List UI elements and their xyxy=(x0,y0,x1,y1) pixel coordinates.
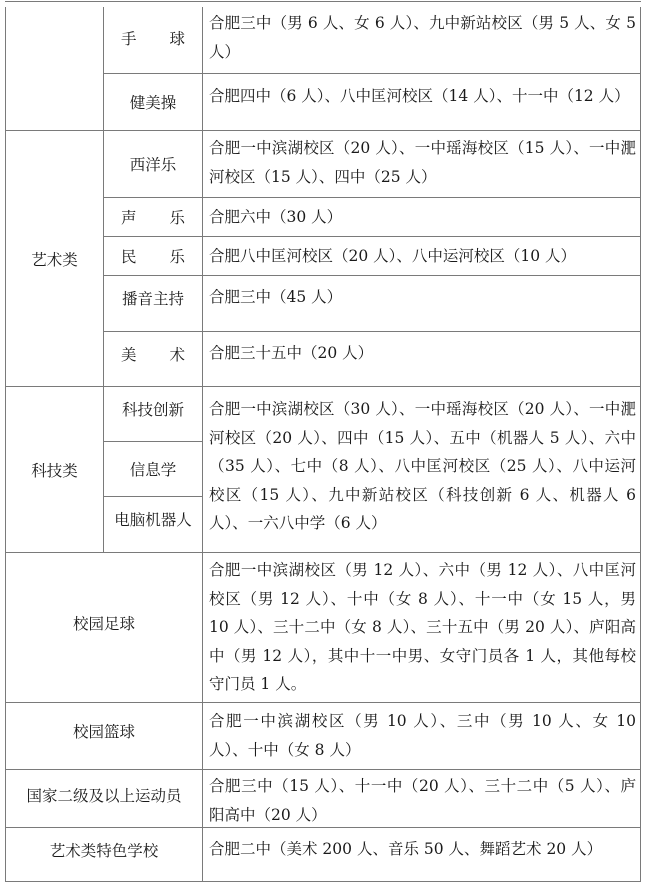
category-campus-football xyxy=(6,553,202,693)
item-label: 声 乐 xyxy=(121,209,199,227)
category-campus-basketball xyxy=(6,703,202,759)
item-label: 手 球 xyxy=(121,29,199,48)
schools-vocal xyxy=(203,203,640,232)
item-name-informatics xyxy=(104,442,202,496)
schools-text: 合肥三中（男 6 人、女 6 人）、九中新站校区（男 5 人、女 5 人） xyxy=(209,14,636,61)
item-name-tech-innovation xyxy=(104,387,202,431)
schools-text: 合肥二中（美术 200 人、音乐 50 人、舞蹈艺术 20 人） xyxy=(209,840,603,858)
item-name-fine-arts xyxy=(104,332,202,376)
schools-handball xyxy=(203,9,640,66)
schools-text: 合肥一中滨湖校区（20 人）、一中瑶海校区（15 人）、一中淝河校区（15 人）、四中（25 人） xyxy=(209,139,636,186)
category-label: 科技类 xyxy=(31,461,78,480)
item-name-vocal xyxy=(104,198,202,236)
category-science-tech xyxy=(6,387,103,552)
schools-text: 合肥一中滨湖校区（30 人）、一中瑶海校区（20 人）、一中淝河校区（20 人）、四中（15 人）、五中（机器人 5 人）、六中（35 人）、七中（8 人）、八中匡河校区（25 人）、八中运河校区（15 人）、九中新站校区（科技创新 6 人、机器人 6 人）、一六八中学（6 人） xyxy=(209,400,636,532)
item-label: 西洋乐 xyxy=(129,156,177,174)
table-border-top xyxy=(5,1,641,2)
category-arts-specialty-school xyxy=(6,828,202,872)
schools-campus-basketball xyxy=(203,707,640,764)
item-label: 美 术 xyxy=(121,346,199,364)
schools-text: 合肥八中匡河校区（20 人）、八中运河校区（10 人） xyxy=(209,247,577,265)
schools-folk-music xyxy=(203,242,640,271)
category-label: 国家二级及以上运动员 xyxy=(26,787,182,805)
schools-text: 合肥三中（45 人） xyxy=(209,288,343,306)
item-label: 健美操 xyxy=(129,94,177,112)
category-arts xyxy=(6,131,103,386)
schools-text: 合肥三十五中（20 人） xyxy=(209,344,374,362)
schools-western-music xyxy=(203,134,640,191)
category-national-athletes xyxy=(6,770,202,820)
item-name-aerobics xyxy=(104,74,202,130)
item-label: 科技创新 xyxy=(121,401,184,419)
schools-science-tech xyxy=(203,395,640,538)
schools-fine-arts xyxy=(203,339,640,368)
schools-text: 合肥六中（30 人） xyxy=(209,208,343,226)
item-name-handball xyxy=(104,2,202,73)
item-name-broadcasting xyxy=(104,276,202,320)
item-label: 信息学 xyxy=(129,461,177,479)
item-name-robotics xyxy=(104,497,202,541)
item-name-folk-music xyxy=(104,237,202,275)
table-border-bottom xyxy=(5,881,641,882)
schools-text: 合肥一中滨湖校区（男 12 人）、六中（男 12 人）、八中匡河校区（男 12 人）、十中（女 8 人）、十一中（女 15 人，男 10 人）、三十二中（女 8 人）、三十五中（男 20 人）、庐阳高中（男 12 人），其中十一中男、女守门员各 1 人，其他每校守门员 1 人。 xyxy=(209,561,636,693)
schools-text: 合肥三中（15 人）、十一中（20 人）、三十二中（5 人）、庐阳高中（20 人） xyxy=(209,777,636,824)
category-label: 艺术类 xyxy=(31,250,78,269)
category-label: 校园足球 xyxy=(72,615,135,633)
item-label: 电脑机器人 xyxy=(114,511,192,529)
enrollment-table xyxy=(5,1,641,882)
item-label: 民 乐 xyxy=(121,248,199,266)
schools-arts-specialty-school xyxy=(203,835,640,864)
schools-aerobics xyxy=(203,82,640,111)
schools-text: 合肥一中滨湖校区（男 10 人）、三中（男 10 人、女 10 人）、十中（女 8 人） xyxy=(209,712,636,759)
schools-campus-football xyxy=(203,556,640,699)
category-label: 艺术类特色学校 xyxy=(49,842,159,860)
item-name-western-music xyxy=(104,131,202,197)
item-label: 播音主持 xyxy=(121,290,184,308)
schools-text: 合肥四中（6 人）、八中匡河校区（14 人）、十一中（12 人） xyxy=(209,87,630,105)
table-border-right xyxy=(640,7,641,882)
schools-broadcasting xyxy=(203,283,640,312)
category-label: 校园篮球 xyxy=(72,723,135,741)
schools-national-athletes xyxy=(203,772,640,829)
